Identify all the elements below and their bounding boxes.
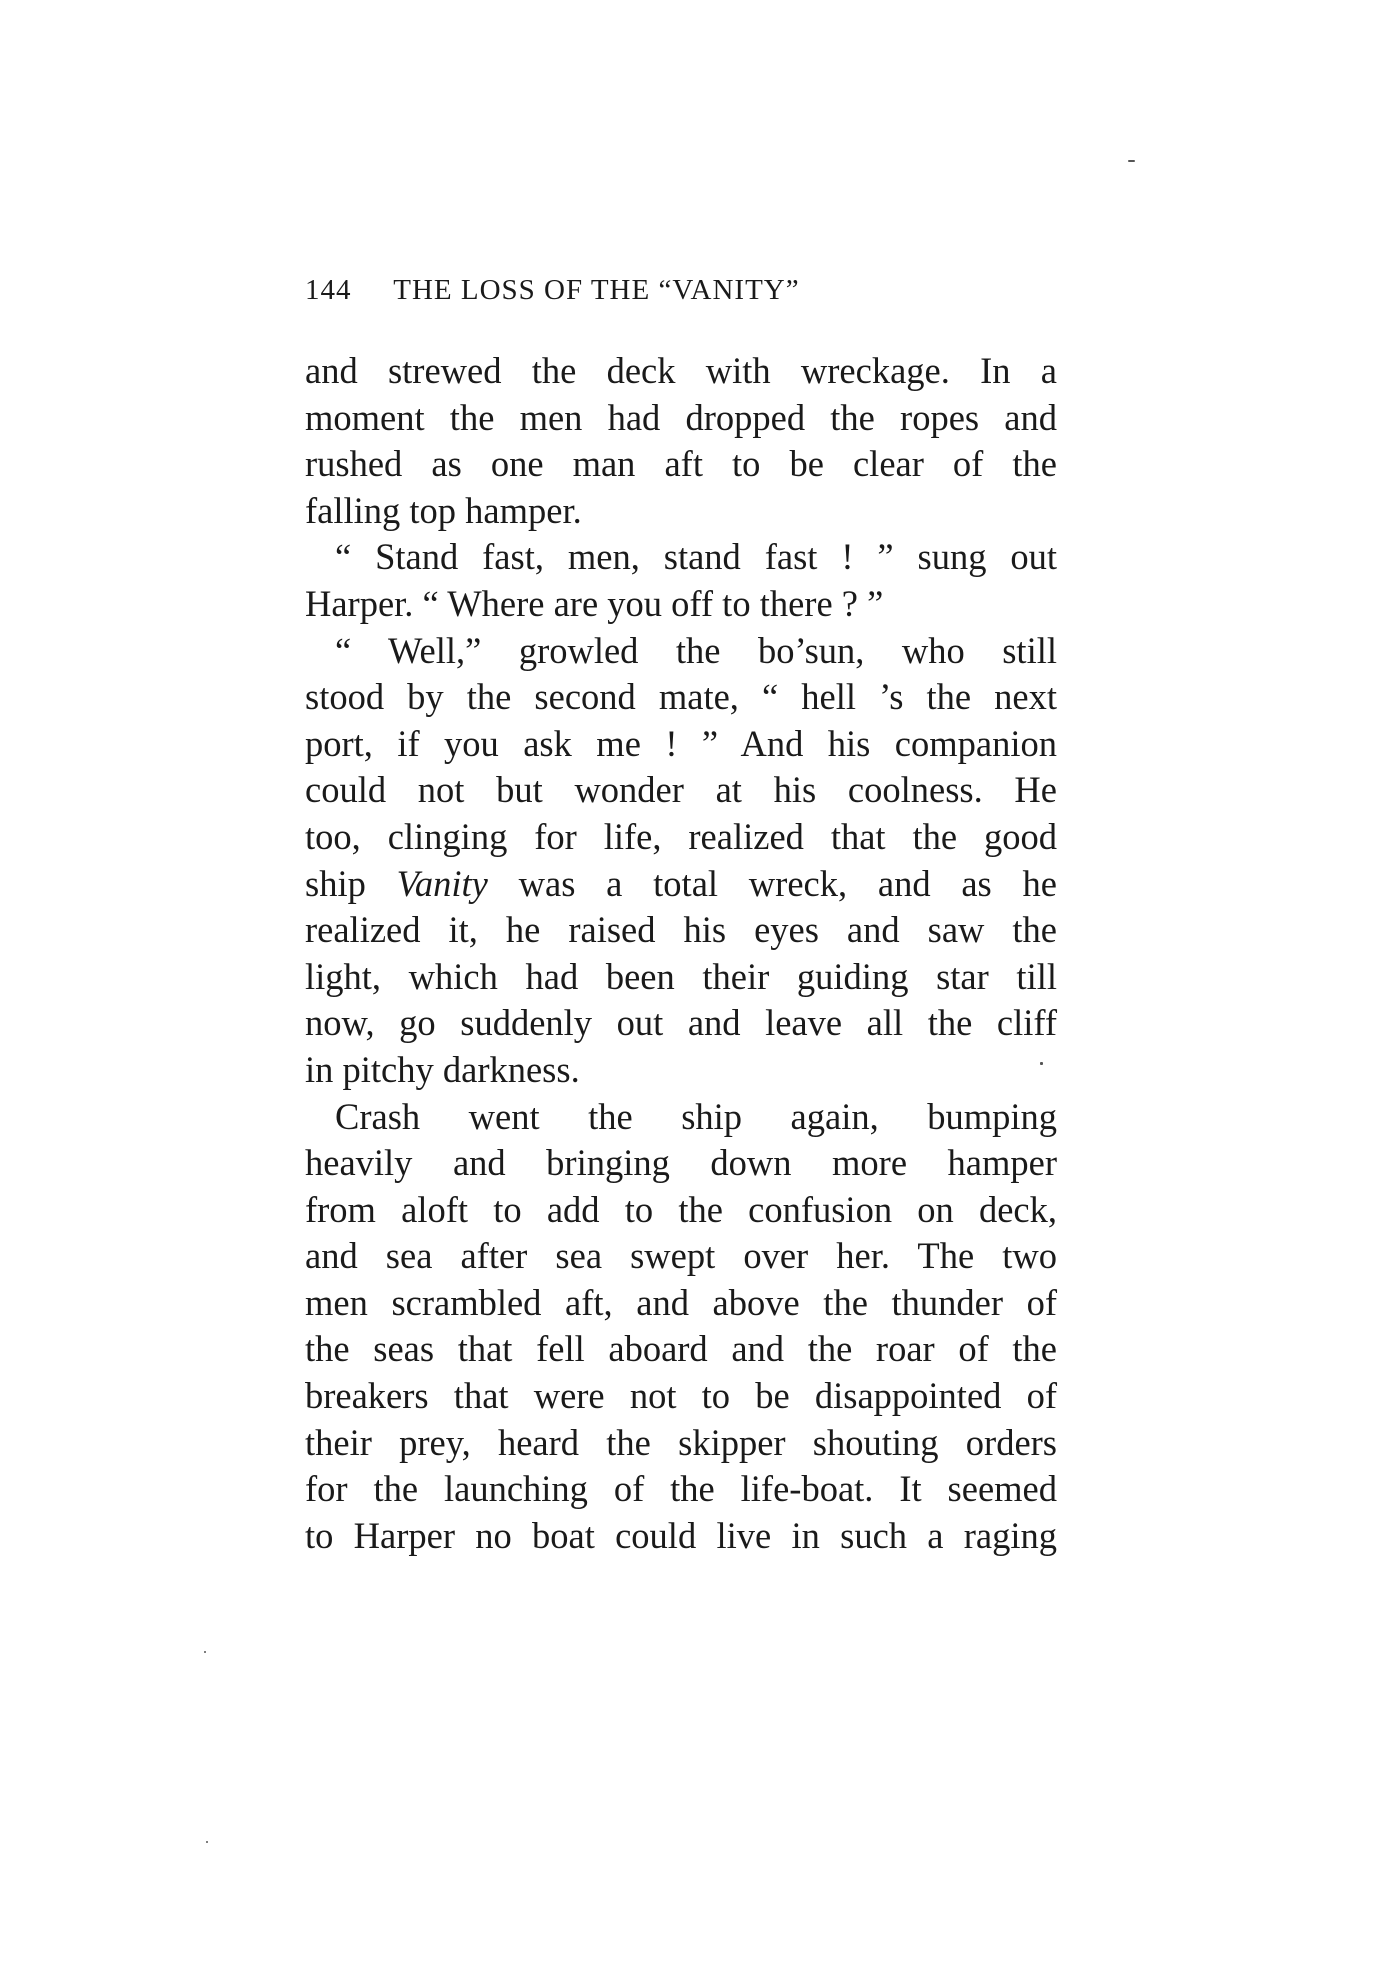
text-line-italic bbox=[305, 861, 1057, 908]
text-line: breakers that were not to be disappointed of bbox=[305, 1375, 1057, 1417]
text-line: stood by the second mate, “ hell ’s the next bbox=[305, 676, 1057, 718]
text-line: and strewed the deck with wreckage. In a bbox=[305, 350, 1057, 391]
text-line: “ Well,” growled the bo’sun, who still bbox=[335, 629, 1057, 671]
text-line: for the launching of the life-boat. It seemed bbox=[305, 1468, 1057, 1510]
text-line: “ Stand fast, men, stand fast ! ” sung out bbox=[335, 536, 1057, 578]
text-line: from aloft to add to the confusion on deck, bbox=[305, 1188, 1057, 1230]
scan-speck bbox=[204, 1651, 206, 1653]
text-line: realized it, he raised his eyes and saw the bbox=[305, 909, 1057, 951]
running-title: THE LOSS OF THE “VANITY” bbox=[393, 274, 800, 306]
text-line: men scrambled aft, and above the thunder of bbox=[305, 1281, 1057, 1323]
text-line: and sea after sea swept over her. The two bbox=[305, 1235, 1057, 1277]
text-line: in pitchy darkness. bbox=[305, 1048, 580, 1090]
text-line: Harper. “ Where are you off to there ? ” bbox=[305, 582, 884, 624]
text-line: moment the men had dropped the ropes and bbox=[305, 396, 1057, 438]
text-segment: was a total wreck, and as he bbox=[487, 862, 1057, 904]
text-line: the seas that fell aboard and the roar of the bbox=[305, 1328, 1057, 1370]
scan-speck bbox=[206, 1841, 208, 1843]
text-line: to Harper no boat could live in such a raging bbox=[305, 1514, 1057, 1556]
text-line: light, which had been their guiding star till bbox=[305, 955, 1057, 997]
page-number: 144 bbox=[305, 274, 352, 306]
text-line: falling top hamper. bbox=[305, 489, 582, 531]
page-header bbox=[305, 274, 1060, 314]
scan-speck bbox=[1040, 1062, 1043, 1065]
text-line: rushed as one man aft to be clear of the bbox=[305, 443, 1057, 485]
text-line: Crash went the ship again, bumping bbox=[335, 1095, 1057, 1137]
scan-speck bbox=[1128, 160, 1135, 162]
text-line: heavily and bringing down more hamper bbox=[305, 1142, 1057, 1184]
text-line: too, clinging for life, realized that the good bbox=[305, 815, 1057, 857]
text-line: could not but wonder at his coolness. He bbox=[305, 769, 1057, 811]
ship-name-italic: Vanity bbox=[396, 862, 488, 904]
text-segment: ship bbox=[305, 862, 397, 904]
text-line: now, go suddenly out and leave all the cliff bbox=[305, 1002, 1057, 1044]
text-line: their prey, heard the skipper shouting orders bbox=[305, 1421, 1057, 1463]
body-text bbox=[305, 348, 1057, 1559]
text-line: port, if you ask me ! ” And his companion bbox=[305, 722, 1057, 764]
